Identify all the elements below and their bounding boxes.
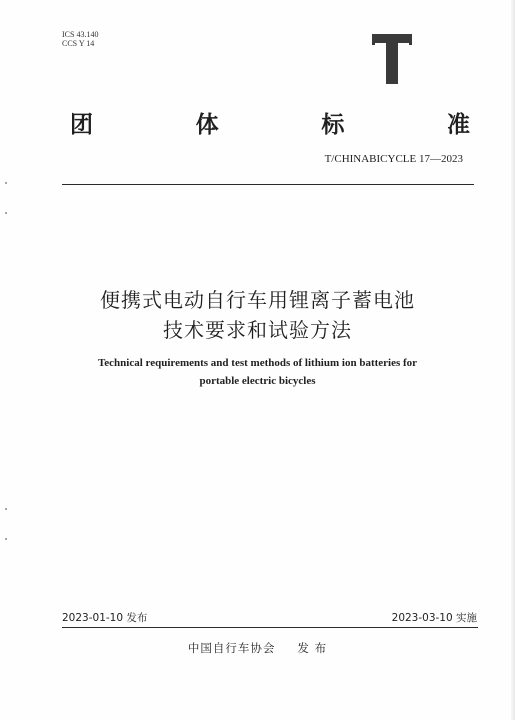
bottom-divider	[62, 627, 478, 628]
ics-code: ICS 43.140	[62, 30, 99, 39]
publisher-line	[0, 640, 515, 656]
heading-char-3: 标	[321, 112, 345, 138]
publish-word: 发 布	[297, 641, 328, 655]
scan-speck	[5, 182, 7, 184]
ccs-code: CCS Y 14	[62, 39, 95, 48]
heading-char-4: 准	[446, 112, 470, 138]
scan-speck	[5, 508, 7, 510]
heading-char-1: 团	[70, 112, 93, 138]
implementation-date: 2023-03-10 实施	[391, 612, 477, 624]
top-divider	[62, 184, 474, 185]
title-zh-line-2: 技术要求和试验方法	[163, 318, 352, 342]
category-letter-t-icon	[372, 34, 412, 84]
publisher-name: 中国自行车协会	[187, 641, 276, 655]
title-en-line-1: Technical requirements and test methods of lithium ion batteries for	[97, 357, 418, 369]
heading-char-2: 体	[195, 112, 219, 138]
standard-type-heading	[70, 106, 470, 136]
title-zh-line-1: 便携式电动自行车用锂离子蓄电池	[100, 288, 415, 312]
scan-speck	[5, 538, 7, 540]
scan-speck	[5, 212, 7, 214]
title-en-line-2: portable electric bicycles	[199, 375, 316, 387]
standard-number: T/CHINABICYCLE 17—2023	[324, 153, 463, 165]
issue-date: 2023-01-10 发布	[62, 612, 148, 624]
